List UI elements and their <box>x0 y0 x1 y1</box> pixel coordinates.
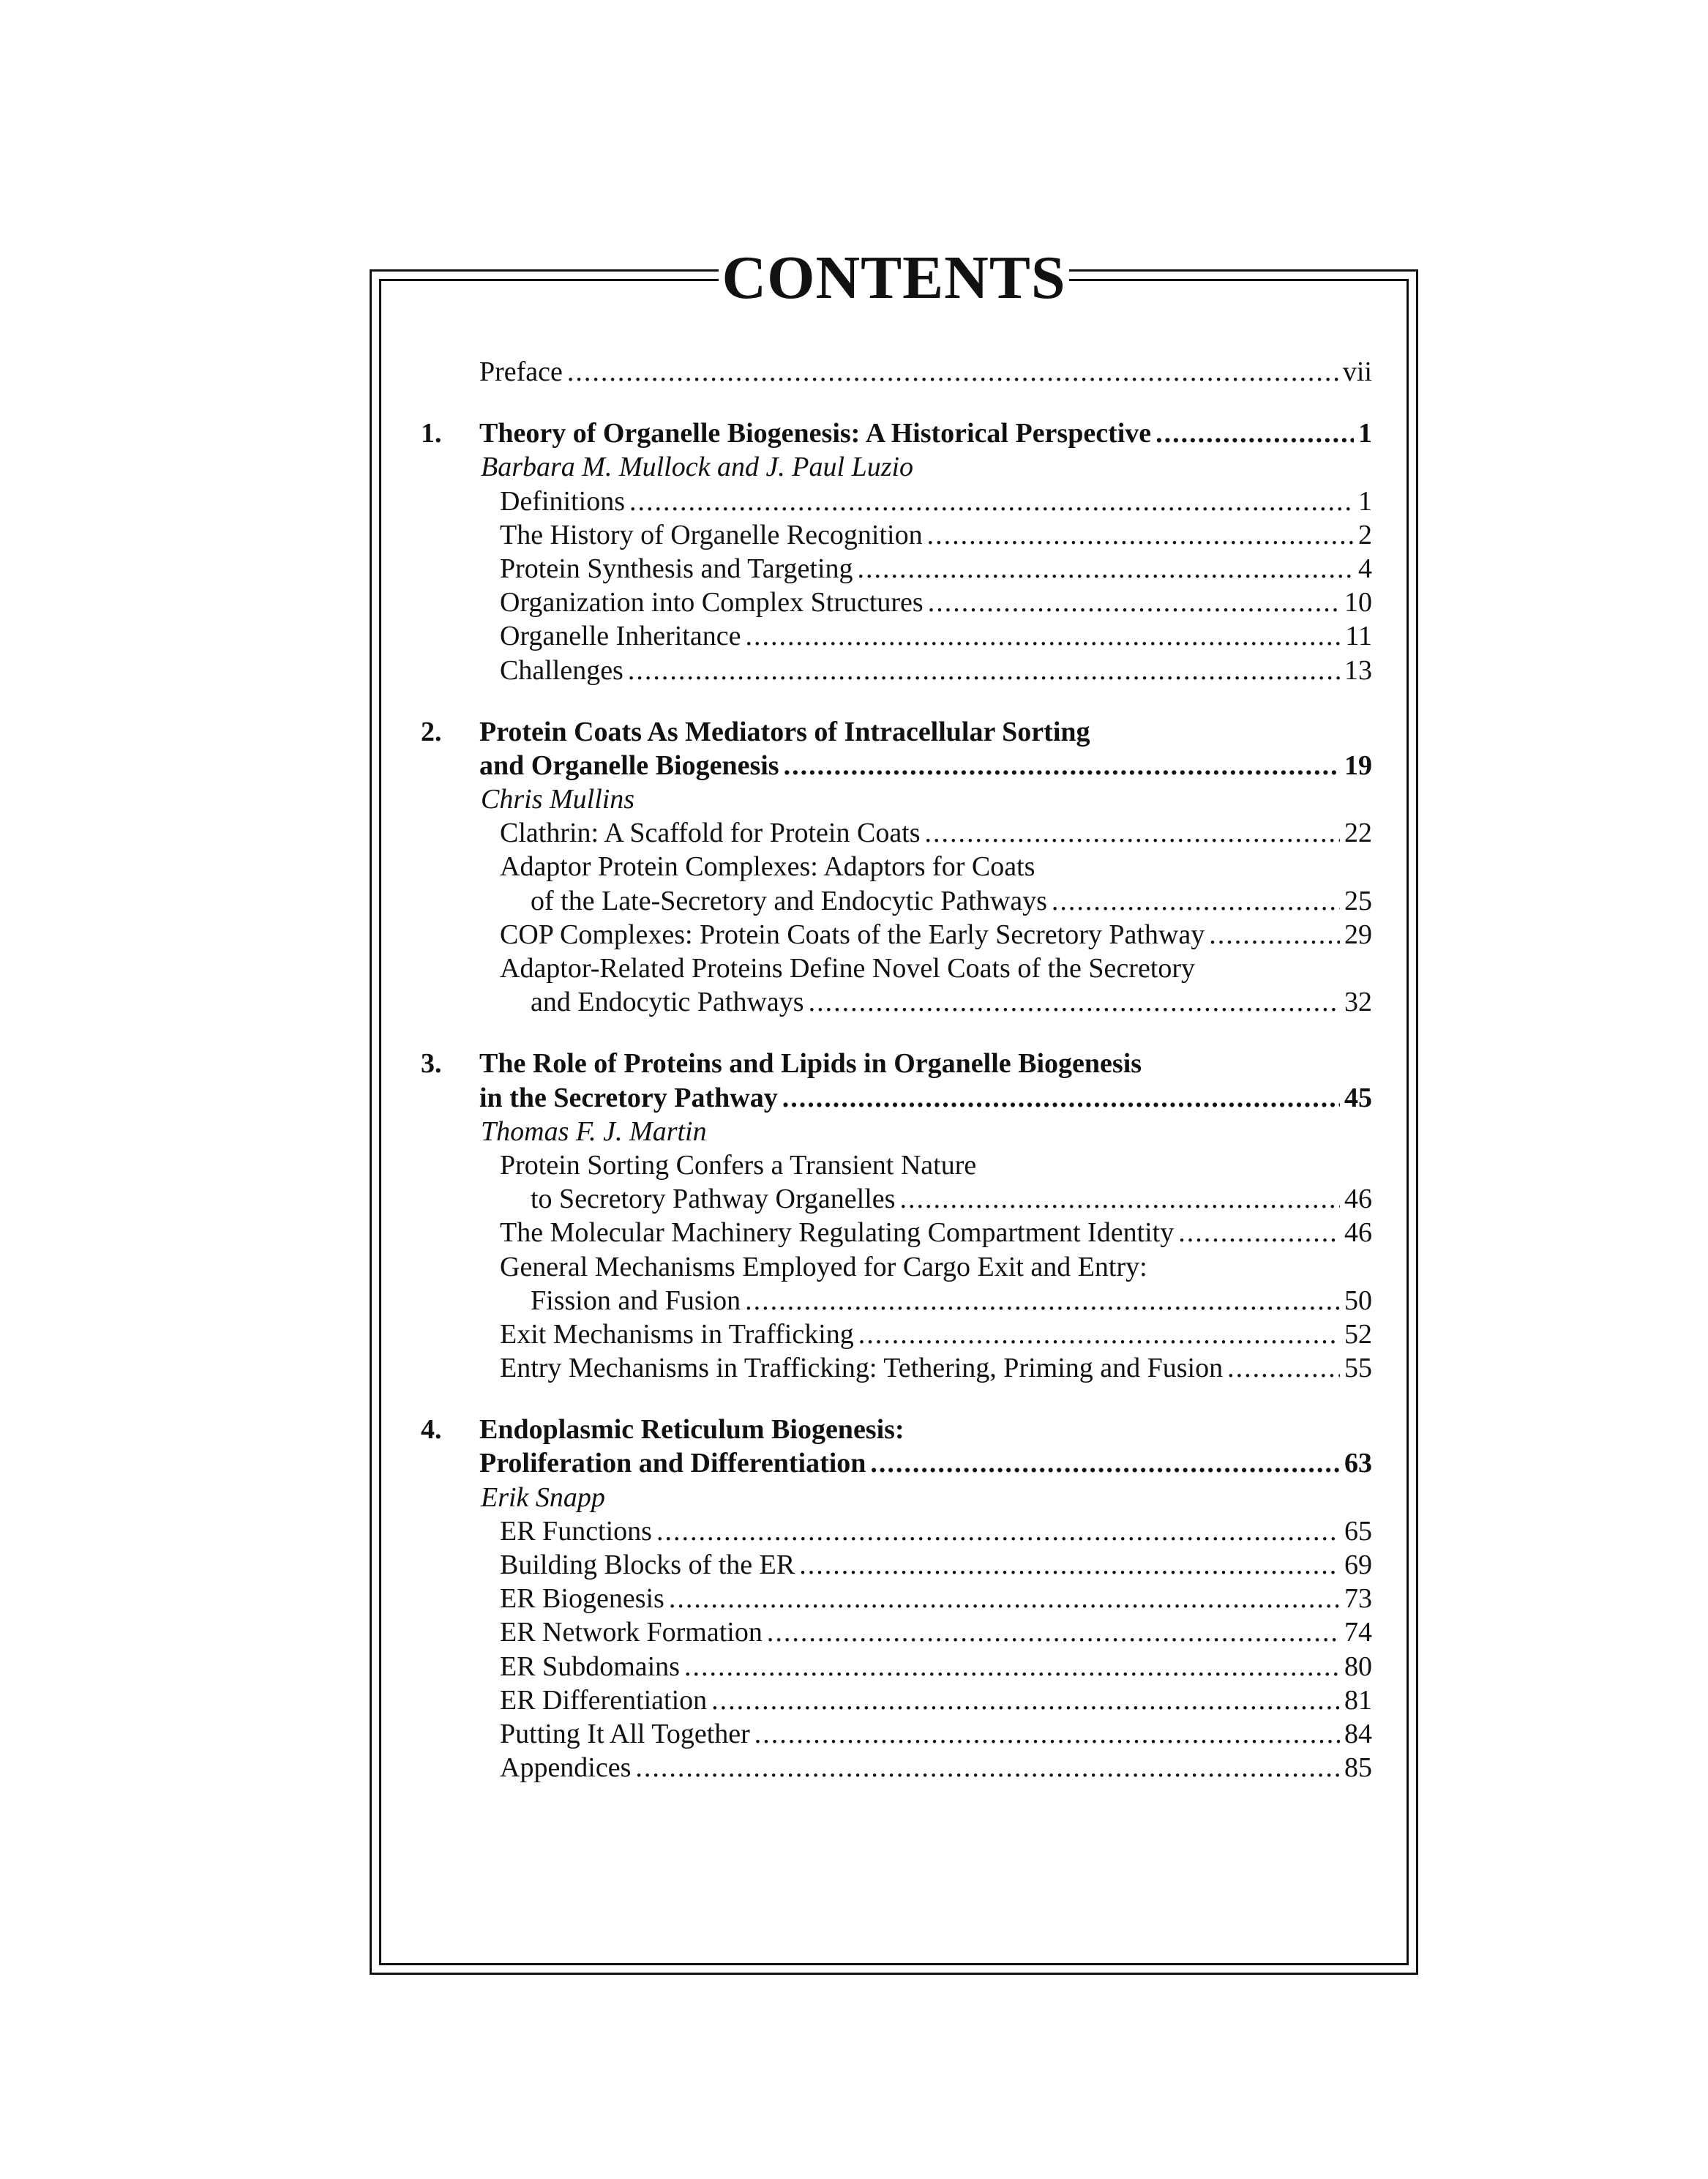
section-page: 69 <box>1344 1550 1372 1580</box>
section-entry[interactable] <box>421 586 1372 619</box>
chapter-title: Protein Coats As Mediators of Intracellular Sorting <box>479 716 1090 747</box>
section-label: Entry Mechanisms in Trafficking: Tethering, Priming and Fusion <box>500 1353 1224 1384</box>
section-label-continued: of the Late-Secretory and Endocytic Pathways <box>531 885 1047 916</box>
section-page: 22 <box>1344 818 1372 849</box>
chapter-author-line <box>421 1115 1372 1148</box>
chapter-author-line <box>421 782 1372 816</box>
section-label-continued: to Secretory Pathway Organelles <box>531 1184 896 1215</box>
chapter-title-line[interactable] <box>421 416 1372 450</box>
section-page: 11 <box>1345 621 1372 652</box>
chapter-title: Endoplasmic Reticulum Biogenesis: <box>479 1414 904 1446</box>
section-label: ER Biogenesis <box>500 1583 664 1615</box>
section-label: Organelle Inheritance <box>500 621 741 652</box>
table-of-contents <box>421 355 1372 1784</box>
section-entry[interactable] <box>421 518 1372 552</box>
section-entry[interactable] <box>421 619 1372 653</box>
dot-leader <box>899 1182 1340 1216</box>
dot-leader <box>858 552 1354 586</box>
section-page: 74 <box>1344 1617 1372 1648</box>
dot-leader <box>782 1081 1340 1115</box>
chapter-title: and Organelle Biogenesis <box>479 750 779 781</box>
section-entry[interactable] <box>421 1751 1372 1784</box>
section-page: 46 <box>1344 1217 1372 1249</box>
section-page: 1 <box>1358 485 1372 517</box>
section-label: Adaptor Protein Complexes: Adaptors for Coats <box>500 851 1035 883</box>
chapter-page: 45 <box>1344 1082 1372 1113</box>
section-entry-continued[interactable] <box>421 1284 1372 1318</box>
section-page: 25 <box>1344 885 1372 916</box>
section-entry-continued[interactable] <box>421 985 1372 1019</box>
section-entry[interactable] <box>421 1548 1372 1582</box>
dot-leader <box>1209 918 1340 952</box>
section-page: 73 <box>1344 1583 1372 1615</box>
section-page: 29 <box>1344 919 1372 950</box>
section-page: 85 <box>1344 1752 1372 1784</box>
section-entry[interactable] <box>421 1615 1372 1649</box>
section-page: 65 <box>1344 1515 1372 1547</box>
section-label: Protein Synthesis and Targeting <box>500 553 853 584</box>
chapter-title-line[interactable] <box>421 715 1372 749</box>
dot-leader <box>656 1514 1340 1548</box>
section-label-continued: and Endocytic Pathways <box>531 987 804 1018</box>
dot-leader <box>746 619 1341 653</box>
dot-leader <box>1155 416 1354 450</box>
section-label: ER Functions <box>500 1515 652 1547</box>
chapter-title-line[interactable] <box>421 1413 1372 1446</box>
dot-leader <box>799 1548 1340 1582</box>
dot-leader <box>684 1650 1340 1683</box>
chapter-title: The Role of Proteins and Lipids in Organelle Biogenesis <box>479 1048 1142 1080</box>
chapter-author-line <box>421 450 1372 484</box>
section-entry[interactable] <box>421 1650 1372 1683</box>
chapter-title: in the Secretory Pathway <box>479 1082 778 1113</box>
title-band <box>370 242 1418 315</box>
dot-leader <box>870 1446 1340 1480</box>
dot-leader <box>711 1683 1340 1717</box>
dot-leader <box>628 654 1340 687</box>
chapter-title-line[interactable] <box>421 1081 1372 1115</box>
chapter-page: 1 <box>1358 418 1372 449</box>
chapter-number: 2. <box>421 716 442 747</box>
section-label: Definitions <box>500 485 625 517</box>
dot-leader <box>669 1582 1340 1615</box>
chapter-author: Thomas F. J. Martin <box>481 1115 707 1147</box>
section-label: Putting It All Together <box>500 1718 750 1749</box>
chapter-gap <box>421 687 1372 715</box>
dot-leader <box>635 1751 1340 1784</box>
dot-leader <box>928 586 1340 619</box>
dot-leader <box>1052 884 1340 918</box>
section-entry[interactable] <box>421 1717 1372 1751</box>
section-page: 80 <box>1344 1651 1372 1682</box>
section-label: Adaptor-Related Proteins Define Novel Coats of the Secretory <box>500 953 1196 984</box>
chapter-number: 4. <box>421 1414 442 1446</box>
section-entry[interactable] <box>421 918 1372 952</box>
section-entry[interactable] <box>421 552 1372 586</box>
chapter-number: 1. <box>421 418 442 449</box>
section-page: 32 <box>1344 987 1372 1018</box>
chapter-title: Theory of Organelle Biogenesis: A Historical Perspective <box>479 418 1152 449</box>
dot-leader <box>925 816 1340 850</box>
section-label: Challenges <box>500 654 623 686</box>
section-page: 46 <box>1344 1184 1372 1215</box>
section-entry[interactable] <box>421 1582 1372 1615</box>
section-label: Building Blocks of the ER <box>500 1550 795 1580</box>
section-entry[interactable] <box>421 1514 1372 1548</box>
section-label: Protein Sorting Confers a Transient Nature <box>500 1149 977 1181</box>
preface-label: Preface <box>479 356 563 387</box>
dot-leader <box>858 1318 1340 1351</box>
dot-leader <box>1227 1351 1340 1385</box>
chapter-title-line[interactable] <box>421 1446 1372 1480</box>
dot-leader <box>1178 1216 1340 1249</box>
section-entry[interactable] <box>421 1318 1372 1351</box>
chapter-gap <box>421 1019 1372 1047</box>
section-label: Clathrin: A Scaffold for Protein Coats <box>500 818 921 849</box>
section-label: Organization into Complex Structures <box>500 587 924 618</box>
section-label: ER Differentiation <box>500 1684 708 1716</box>
section-page: 81 <box>1344 1684 1372 1716</box>
dot-leader <box>745 1284 1340 1318</box>
section-page: 84 <box>1344 1718 1372 1749</box>
section-label: General Mechanisms Employed for Cargo Exit and Entry: <box>500 1251 1147 1282</box>
chapter-page: 63 <box>1344 1448 1372 1479</box>
section-entry[interactable] <box>421 1351 1372 1385</box>
section-label: The History of Organelle Recognition <box>500 519 923 550</box>
dot-leader <box>629 485 1354 518</box>
chapter-author: Erik Snapp <box>481 1481 605 1513</box>
section-label: Appendices <box>500 1752 632 1784</box>
section-entry[interactable] <box>421 1148 1372 1182</box>
chapter-gap <box>421 389 1372 416</box>
section-entry[interactable] <box>421 1683 1372 1717</box>
section-entry[interactable] <box>421 952 1372 985</box>
chapter-author: Barbara M. Mullock and J. Paul Luzio <box>481 452 914 483</box>
chapter-author-line <box>421 1481 1372 1514</box>
chapter-title: Proliferation and Differentiation <box>479 1448 866 1479</box>
dot-leader <box>784 749 1340 782</box>
section-page: 4 <box>1358 553 1372 584</box>
preface-page: vii <box>1342 356 1372 387</box>
section-label: ER Subdomains <box>500 1651 680 1682</box>
section-label: Exit Mechanisms in Trafficking <box>500 1318 854 1350</box>
section-label: The Molecular Machinery Regulating Compartment Identity <box>500 1217 1175 1249</box>
section-page: 2 <box>1358 519 1372 550</box>
section-entry[interactable] <box>421 485 1372 518</box>
chapter-title-line[interactable] <box>421 1047 1372 1080</box>
chapter-author: Chris Mullins <box>481 784 635 815</box>
section-entry[interactable] <box>421 1216 1372 1249</box>
section-page: 52 <box>1344 1318 1372 1350</box>
section-page: 55 <box>1344 1353 1372 1384</box>
section-entry[interactable] <box>421 1250 1372 1284</box>
preface-entry[interactable] <box>421 355 1372 389</box>
section-entry[interactable] <box>421 654 1372 687</box>
dot-leader <box>809 985 1340 1019</box>
section-page: 10 <box>1344 587 1372 618</box>
section-entry-continued[interactable] <box>421 884 1372 918</box>
chapter-title-line[interactable] <box>421 749 1372 782</box>
section-entry[interactable] <box>421 816 1372 850</box>
page-title: CONTENTS <box>719 242 1068 315</box>
chapter-gap <box>421 1385 1372 1413</box>
section-label-continued: Fission and Fusion <box>531 1285 741 1316</box>
dot-leader <box>767 1615 1340 1649</box>
section-entry[interactable] <box>421 850 1372 883</box>
chapter-number: 3. <box>421 1048 442 1080</box>
section-page: 50 <box>1344 1285 1372 1316</box>
section-label: ER Network Formation <box>500 1617 763 1648</box>
section-entry-continued[interactable] <box>421 1182 1372 1216</box>
dot-leader <box>927 518 1354 552</box>
chapter-page: 19 <box>1344 750 1372 781</box>
dot-leader <box>567 355 1338 389</box>
section-page: 13 <box>1344 654 1372 686</box>
section-label: COP Complexes: Protein Coats of the Early Secretory Pathway <box>500 919 1205 950</box>
dot-leader <box>754 1717 1340 1751</box>
